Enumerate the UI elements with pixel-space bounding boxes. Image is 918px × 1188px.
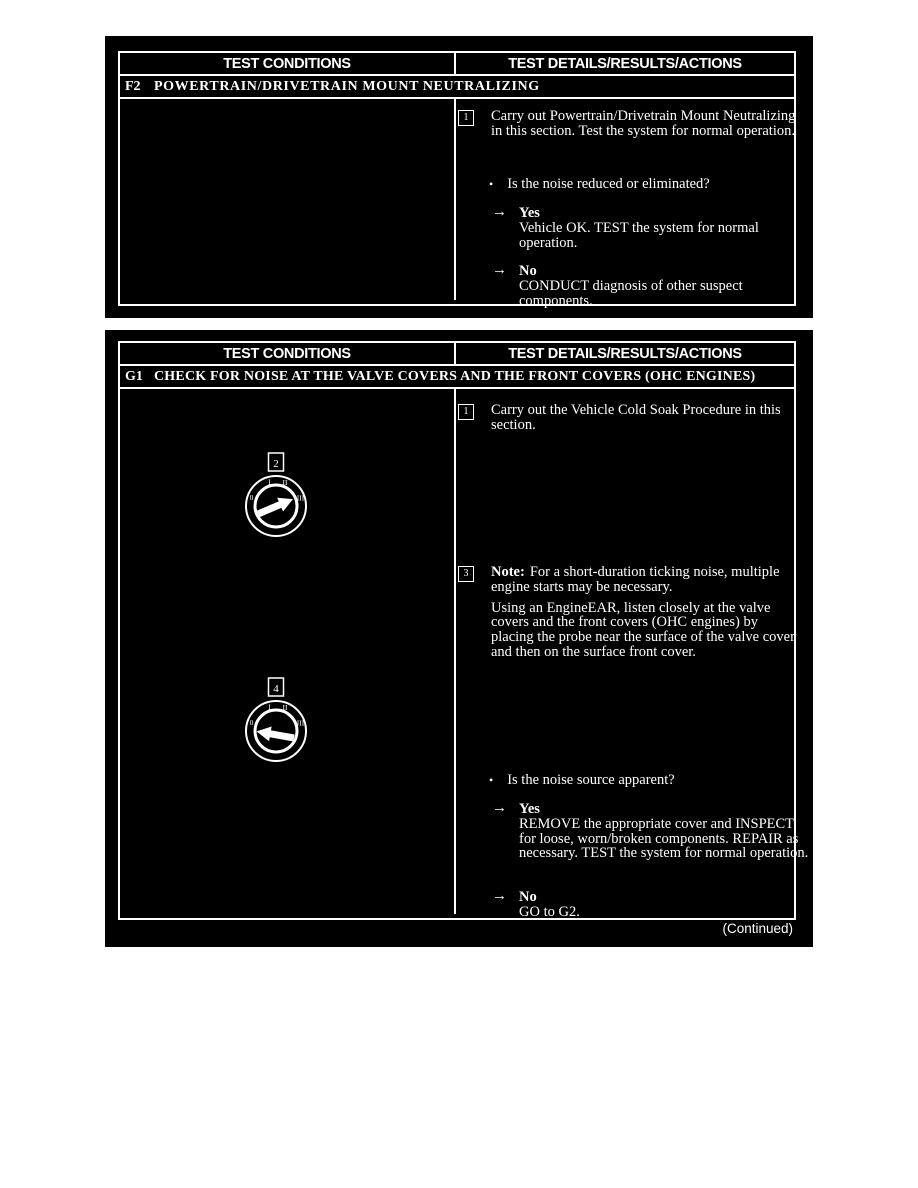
test-id: F2 [125, 78, 141, 94]
test-conditions-cell [120, 389, 456, 914]
ignition-switch-turn-to-off-icon [236, 677, 316, 765]
bullet-icon: • [489, 773, 494, 787]
callout-number: 2 [273, 458, 279, 470]
continued-label: (Continued) [722, 921, 793, 936]
step-text: Carry out the Vehicle Cold Soak Procedure in this section. [491, 402, 781, 433]
test-conditions-cell [120, 99, 456, 300]
table-header-row [120, 343, 794, 366]
switch-position-2: II [282, 703, 288, 712]
scan-block-g1 [105, 330, 813, 947]
step-item-1 [458, 403, 799, 433]
test-banner-g1 [120, 366, 794, 389]
result-yes [492, 206, 809, 250]
arrow-icon: → [492, 204, 507, 220]
question-text: Is the noise source apparent? [507, 772, 675, 788]
step-number-box-1: 1 [458, 404, 474, 420]
test-id: G1 [125, 368, 143, 384]
no-action-text: CONDUCT diagnosis of other suspect components. [519, 277, 743, 309]
note-text: For a short-duration ticking noise, multiple engine starts may be necessary. [491, 564, 780, 595]
test-banner-f2 [120, 76, 794, 99]
test-title: CHECK FOR NOISE AT THE VALVE COVERS AND THE FRONT COVERS (OHC ENGINES) [154, 368, 756, 384]
switch-position-0: 0 [249, 718, 254, 727]
test-title: POWERTRAIN/DRIVETRAIN MOUNT NEUTRALIZING [154, 78, 540, 94]
step-number-box-1: 1 [458, 110, 474, 126]
switch-position-2: II [282, 478, 288, 487]
key-arrow [255, 492, 296, 521]
column-header-test-conditions: TEST CONDITIONS [120, 53, 456, 74]
arrow-icon: → [492, 262, 507, 278]
bullet-icon: • [489, 177, 494, 191]
table-body [120, 99, 796, 309]
yes-label: Yes [519, 801, 540, 817]
note-label: Note: [491, 564, 525, 580]
step-number-box-3: 3 [458, 566, 474, 582]
table-header-row [120, 53, 794, 76]
callout-number: 4 [273, 683, 279, 695]
switch-position-1: I [268, 702, 271, 712]
switch-position-1: I [268, 477, 271, 487]
step-item-3 [458, 565, 799, 660]
question-row [489, 177, 710, 192]
table-body [120, 389, 809, 920]
step-paragraph: Using an EngineEAR, listen closely at the valve covers and the front covers (OHC engines) by placing the probe near the surface of the valve cover and then on the surface front cover. [491, 599, 795, 660]
result-no [492, 264, 809, 308]
key-arrow [255, 724, 295, 745]
column-header-test-conditions: TEST CONDITIONS [120, 343, 456, 364]
scan-block-f2 [105, 36, 813, 318]
step-item-1 [458, 109, 799, 139]
question-text: Is the noise reduced or eliminated? [507, 176, 710, 192]
switch-position-0: 0 [249, 493, 254, 502]
no-action-text: GO to G2. [519, 903, 580, 920]
switch-position-3: III [296, 718, 305, 728]
step-text: Carry out Powertrain/Drivetrain Mount Neutralizing in this section. Test the system for normal operation. [491, 108, 796, 139]
ignition-switch-turn-to-start-icon [236, 452, 316, 540]
yes-action-text: Vehicle OK. TEST the system for normal operation. [519, 219, 759, 251]
no-label: No [519, 889, 537, 905]
yes-action-text: REMOVE the appropriate cover and INSPECT for loose, worn/broken components. REPAIR as necessary. TEST the system for normal operation. [519, 815, 809, 862]
no-label: No [519, 263, 537, 279]
diagnostic-table-f2 [118, 51, 796, 309]
result-no [492, 890, 809, 920]
arrow-icon: → [492, 888, 507, 904]
column-header-test-details: TEST DETAILS/RESULTS/ACTIONS [508, 345, 742, 362]
column-header-test-details: TEST DETAILS/RESULTS/ACTIONS [508, 55, 742, 72]
arrow-icon: → [492, 800, 507, 816]
test-details-cell [456, 389, 809, 920]
yes-label: Yes [519, 205, 540, 221]
question-row [489, 773, 675, 788]
test-details-cell [456, 99, 796, 309]
diagnostic-table-g1 [118, 341, 809, 920]
result-yes [492, 802, 809, 861]
switch-position-3: III [296, 493, 305, 503]
